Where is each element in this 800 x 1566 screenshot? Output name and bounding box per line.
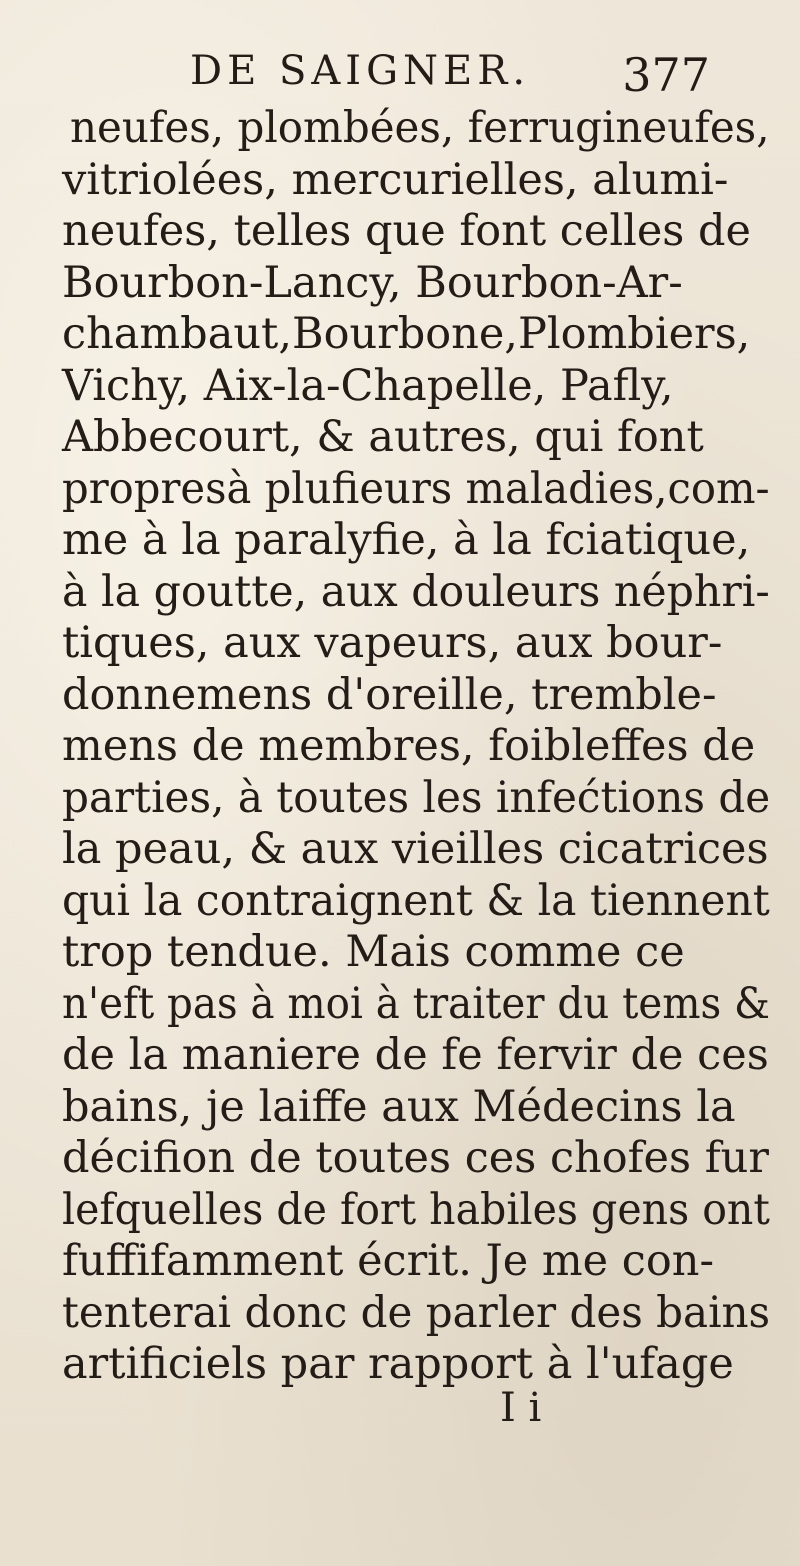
text-line: décifion de toutes ces chofes fur	[62, 1133, 769, 1183]
text-line: artificiels par rapport à l'ufage	[62, 1339, 734, 1389]
text-line: bains, je laiffe aux Médecins la	[62, 1081, 736, 1132]
text-line: fuffifamment écrit. Je me con-	[62, 1236, 714, 1286]
text-line: me à la paralyfie, à la fciatique,	[62, 515, 751, 565]
text-line: donnemens d'oreille, tremble-	[62, 669, 717, 720]
text-line: à la goutte, aux douleurs néphri-	[62, 566, 770, 617]
text-line: tenterai donc de parler des bains	[62, 1287, 771, 1338]
running-head: DE SAIGNER.	[190, 48, 531, 94]
text-line: la peau, & aux vieilles cicatrices	[62, 824, 769, 874]
text-line: parties, à toutes les infećtions de	[62, 772, 771, 823]
text-line: trop tendue. Mais comme ce	[62, 927, 685, 977]
text-line: qui la contraignent & la tiennent	[62, 875, 770, 926]
text-line: neufes, telles que font celles de	[62, 206, 751, 256]
signature-mark: I i	[500, 1384, 542, 1431]
text-line: Bourbon-Lancy, Bourbon-Ar-	[62, 257, 683, 308]
text-line: mens de membres, foibleffes de	[62, 721, 756, 771]
text-line: n'eft pas à moi à traiter du tems &	[62, 978, 771, 1029]
text-line: Abbecourt, & autres, qui font	[62, 412, 704, 462]
text-line: Vichy, Aix-la-Chapelle, Pafly,	[62, 360, 674, 411]
text-line: de la maniere de fe fervir de ces	[62, 1030, 769, 1080]
text-line: lefquelles de fort habiles gens ont	[62, 1184, 770, 1235]
page-header	[190, 48, 710, 108]
page-number: 377	[622, 48, 710, 102]
text-line: vitriolées, mercurielles, alumi-	[62, 154, 729, 205]
text-line: chambaut,Bourbone,Plombiers,	[62, 309, 751, 359]
text-line: propresà plufieurs maladies,com-	[62, 463, 770, 514]
text-line: neufes, plombées, ferrugineufes,	[70, 103, 770, 153]
text-line: tiques, aux vapeurs, aux bour-	[62, 618, 723, 668]
